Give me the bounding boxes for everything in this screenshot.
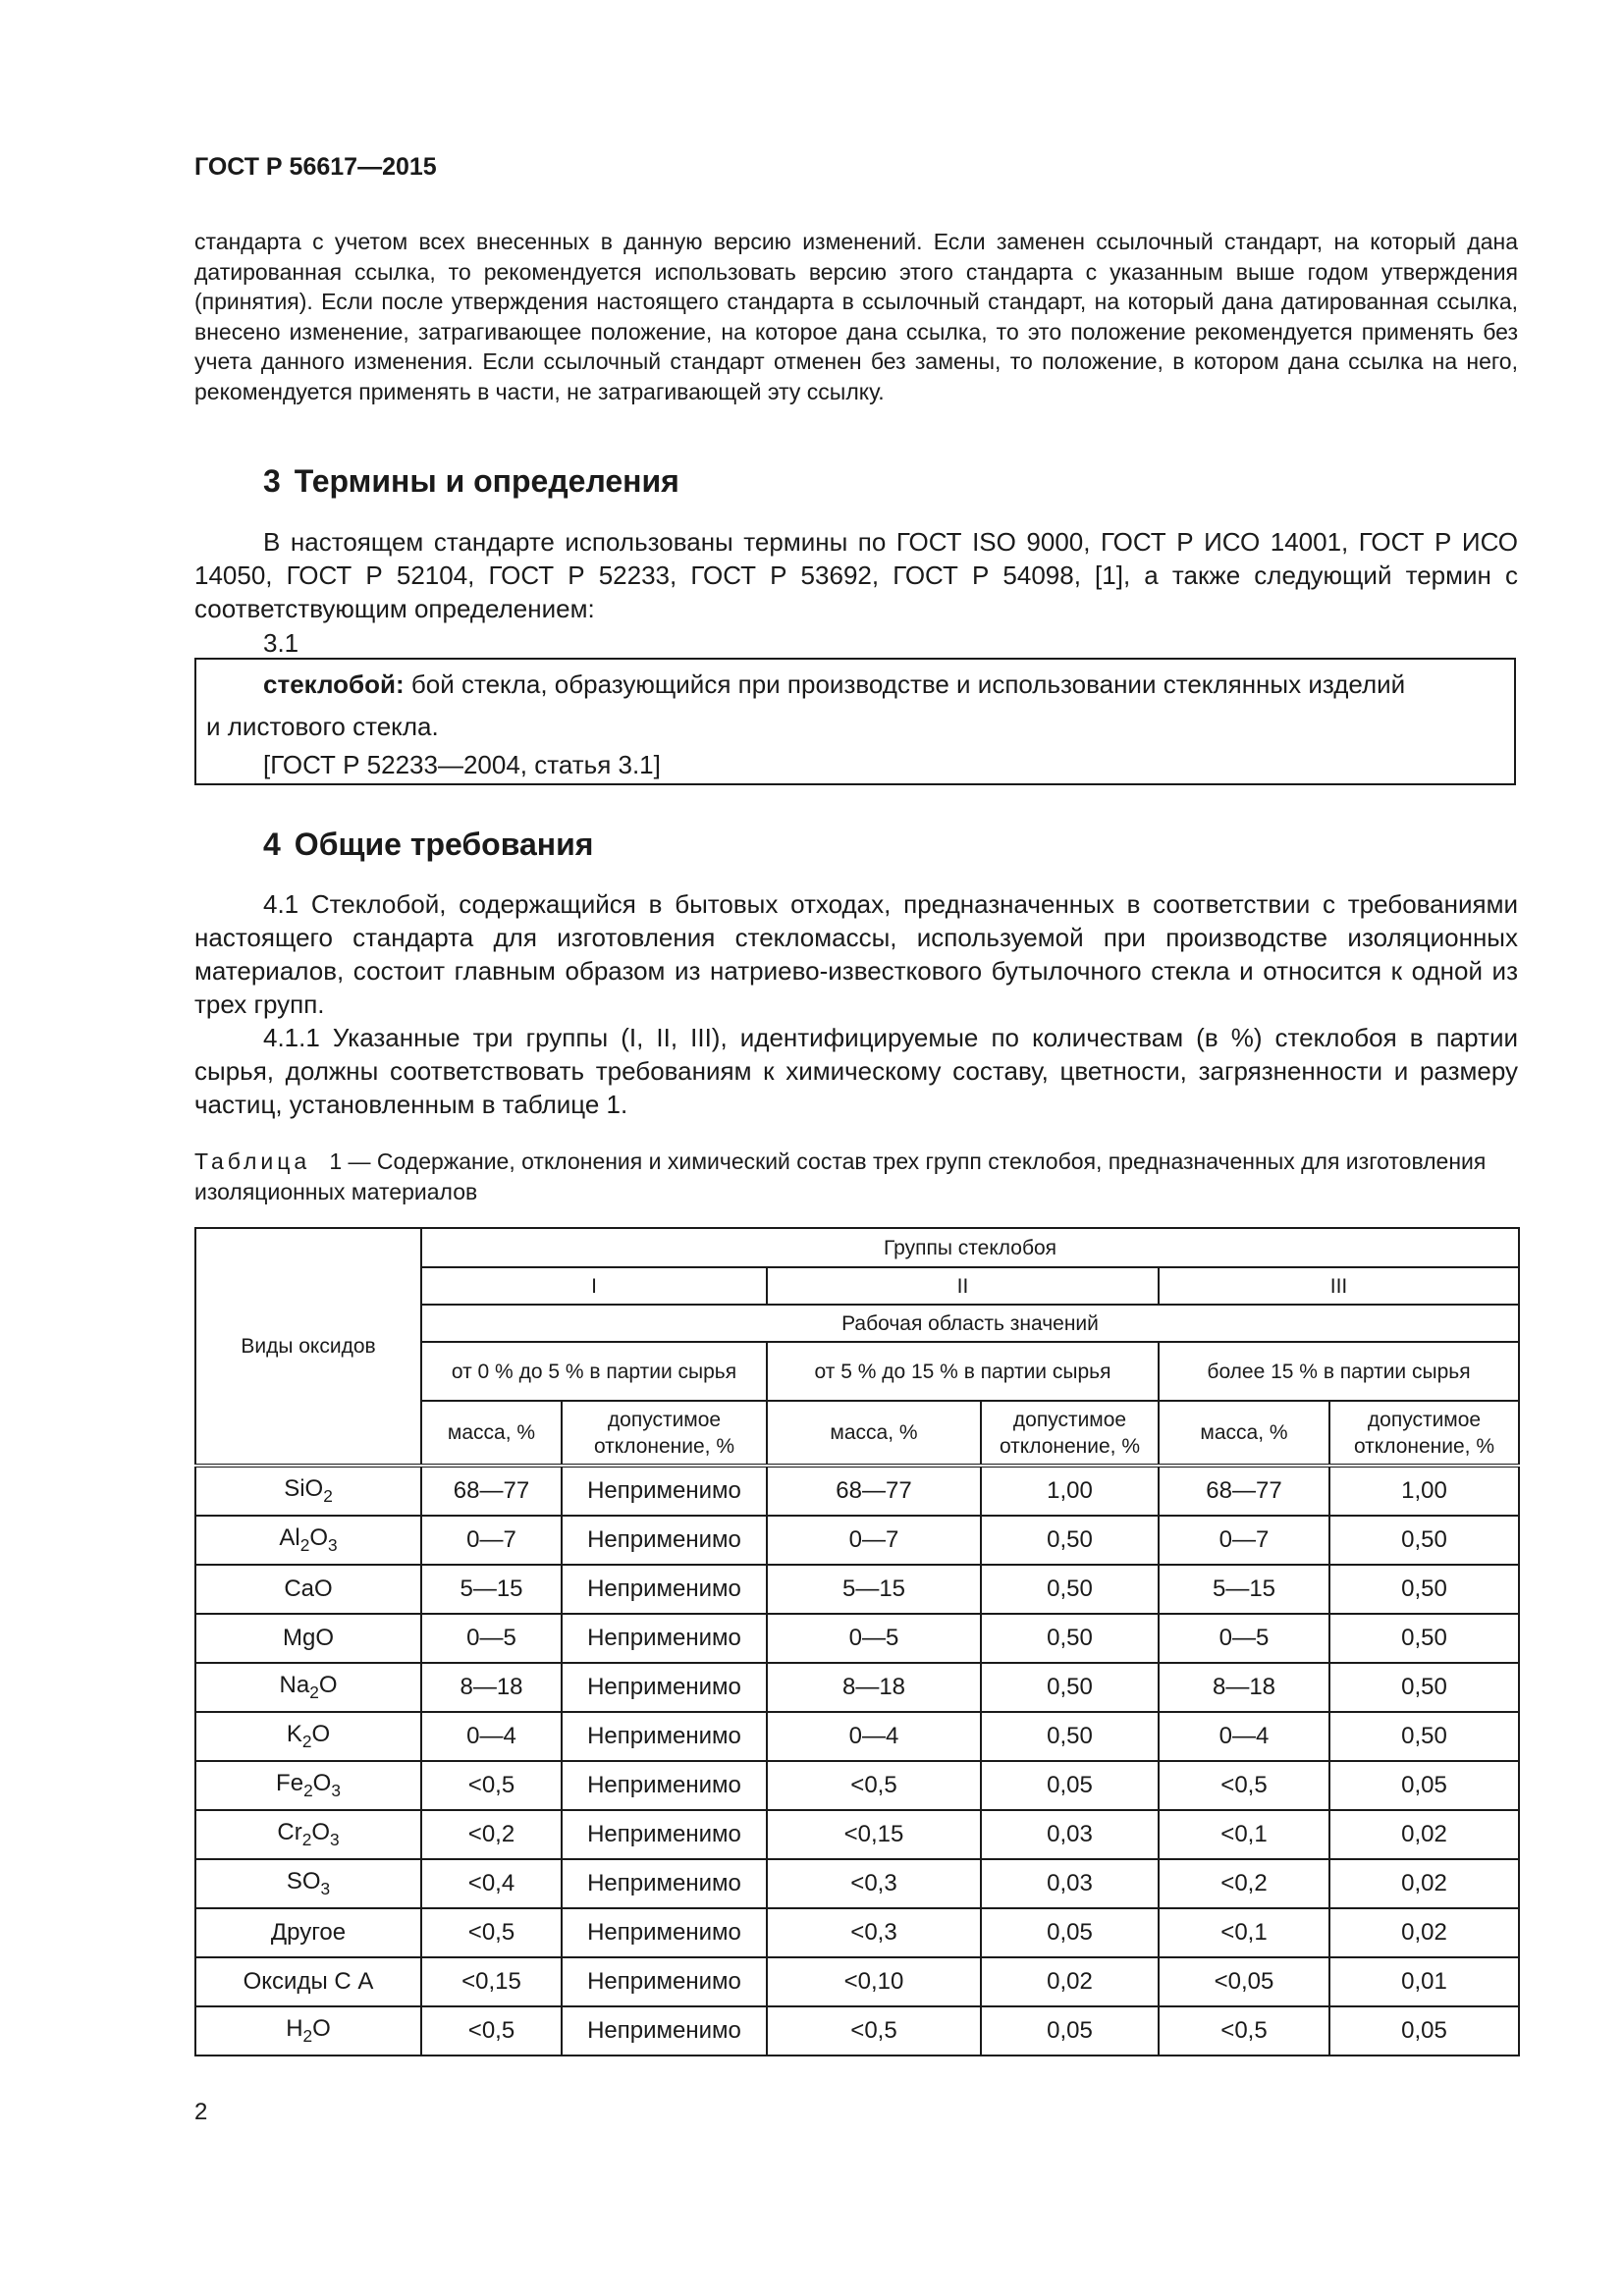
value-cell: 0,05 xyxy=(981,1908,1159,1957)
oxide-symbol: Fe xyxy=(276,1770,304,1797)
table-caption-label: Таблица xyxy=(194,1148,311,1174)
value-cell: <0,5 xyxy=(421,1761,562,1810)
value-cell: Неприменимо xyxy=(562,1810,767,1859)
value-cell: 68—77 xyxy=(1159,1466,1329,1516)
oxide-symbol: Оксиды С А xyxy=(243,1968,374,1995)
oxide-cell xyxy=(195,1810,421,1859)
value-cell: <0,5 xyxy=(421,2006,562,2056)
oxide-symbol: O xyxy=(312,1770,332,1797)
definition-line-1 xyxy=(263,669,1504,700)
document-header: ГОСТ Р 56617—2015 xyxy=(194,153,437,181)
header-deviation: допустимое отклонение, % xyxy=(562,1401,767,1466)
value-cell: 8—18 xyxy=(767,1663,981,1712)
value-cell: <0,3 xyxy=(767,1859,981,1908)
value-cell: 5—15 xyxy=(767,1565,981,1614)
value-cell: Неприменимо xyxy=(562,1466,767,1516)
oxide-symbol: Al xyxy=(279,1524,300,1552)
oxide-symbol: SO xyxy=(286,1868,321,1896)
value-cell: 0,05 xyxy=(981,2006,1159,2056)
oxide-subscript: 2 xyxy=(303,1780,313,1800)
section-4-title: Общие требования xyxy=(294,827,594,862)
value-cell: 0,50 xyxy=(981,1565,1159,1614)
oxide-cell xyxy=(195,2006,421,2056)
value-cell: Неприменимо xyxy=(562,1957,767,2006)
oxide-subscript: 2 xyxy=(323,1485,333,1506)
oxide-symbol: O xyxy=(309,1524,328,1552)
page-number: 2 xyxy=(194,2099,208,2125)
header-group-2: II xyxy=(767,1267,1159,1305)
table-row xyxy=(195,1712,1519,1761)
oxide-cell xyxy=(195,1565,421,1614)
header-range-1: от 0 % до 5 % в партии сырья xyxy=(421,1342,767,1401)
oxide-cell xyxy=(195,1908,421,1957)
value-cell: 0—4 xyxy=(1159,1712,1329,1761)
value-cell: <0,2 xyxy=(1159,1859,1329,1908)
oxide-subscript: 3 xyxy=(331,1780,341,1800)
value-cell: 0—7 xyxy=(421,1516,562,1565)
value-cell: Неприменимо xyxy=(562,1859,767,1908)
value-cell: 0,01 xyxy=(1329,1957,1519,2006)
value-cell: <0,1 xyxy=(1159,1908,1329,1957)
value-cell: 0—4 xyxy=(767,1712,981,1761)
section-3-heading xyxy=(263,463,679,500)
oxide-subscript: 2 xyxy=(302,2025,313,2046)
header-deviation: допустимое отклонение, % xyxy=(981,1401,1159,1466)
header-groups: Группы стеклобоя xyxy=(421,1228,1519,1267)
value-cell: 0,05 xyxy=(1329,2006,1519,2056)
oxide-subscript: 2 xyxy=(301,1829,312,1849)
value-cell: <0,5 xyxy=(1159,2006,1329,2056)
value-cell: <0,2 xyxy=(421,1810,562,1859)
oxide-symbol: O xyxy=(311,1819,330,1846)
table-caption-text: 1 — Содержание, отклонения и химический состав трех групп стеклобоя, предназначенных для изготовления изоляционных материалов xyxy=(194,1148,1487,1204)
value-cell: <0,15 xyxy=(421,1957,562,2006)
value-cell: <0,4 xyxy=(421,1859,562,1908)
value-cell: 1,00 xyxy=(981,1466,1159,1516)
section-3-number: 3 xyxy=(263,463,281,499)
value-cell: 1,00 xyxy=(1329,1466,1519,1516)
oxide-subscript: 2 xyxy=(299,1534,310,1555)
value-cell: 0,05 xyxy=(981,1761,1159,1810)
value-cell: <0,3 xyxy=(767,1908,981,1957)
oxide-symbol: SiO xyxy=(284,1475,324,1503)
header-range-3: более 15 % в партии сырья xyxy=(1159,1342,1519,1401)
oxide-subscript: 2 xyxy=(309,1682,319,1702)
paragraph-4-1-1: 4.1.1 Указанные три группы (I, II, III), идентифицируемые по количествам (в %) стеклобоя в партии сырья, должны соответствовать требованиям к химическому составу, цветности, загрязненности и размеру частиц, установленным в таблице 1. xyxy=(194,1023,1518,1119)
oxide-cell xyxy=(195,1859,421,1908)
section-4-number: 4 xyxy=(263,827,281,862)
definition-part-1: бой стекла, образующийся при производстве и использовании стеклянных изделий xyxy=(410,669,1406,699)
value-cell: 0,50 xyxy=(1329,1516,1519,1565)
value-cell: 0,03 xyxy=(981,1810,1159,1859)
value-cell: 68—77 xyxy=(421,1466,562,1516)
value-cell: <0,1 xyxy=(1159,1810,1329,1859)
value-cell: 0,05 xyxy=(1329,1761,1519,1810)
term: стеклобой: xyxy=(263,669,405,699)
value-cell: <0,5 xyxy=(767,2006,981,2056)
header-deviation: допустимое отклонение, % xyxy=(1329,1401,1519,1466)
oxide-symbol: Cr xyxy=(277,1819,302,1846)
header-group-3: III xyxy=(1159,1267,1519,1305)
header-oxide-type: Виды оксидов xyxy=(195,1228,421,1466)
value-cell: <0,10 xyxy=(767,1957,981,2006)
oxide-symbol: O xyxy=(318,1672,338,1699)
oxide-cell xyxy=(195,1957,421,2006)
table-row xyxy=(195,1859,1519,1908)
section-4-heading xyxy=(263,827,593,863)
value-cell: 0—7 xyxy=(1159,1516,1329,1565)
section-3-paragraph: В настоящем стандарте использованы термины по ГОСТ ISO 9000, ГОСТ Р ИСО 14001, ГОСТ Р ИСО 14050, ГОСТ Р 52104, ГОСТ Р 52233, ГОСТ Р 53692, ГОСТ Р 54098, [1], а также следующий термин с соответствующим определением: xyxy=(194,527,1518,623)
oxide-subscript: 3 xyxy=(320,1878,331,1898)
oxide-cell xyxy=(195,1663,421,1712)
header-range-2: от 5 % до 15 % в партии сырья xyxy=(767,1342,1159,1401)
value-cell: Неприменимо xyxy=(562,1908,767,1957)
value-cell: <0,5 xyxy=(421,1908,562,1957)
value-cell: 0,50 xyxy=(1329,1565,1519,1614)
table-row xyxy=(195,1908,1519,1957)
oxide-symbol: H xyxy=(286,2015,303,2043)
table-row xyxy=(195,1466,1519,1516)
value-cell: 0—5 xyxy=(421,1614,562,1663)
value-cell: <0,05 xyxy=(1159,1957,1329,2006)
value-cell: 0,50 xyxy=(1329,1712,1519,1761)
value-cell: Неприменимо xyxy=(562,1516,767,1565)
value-cell: 0,02 xyxy=(1329,1859,1519,1908)
value-cell: 0,50 xyxy=(1329,1614,1519,1663)
value-cell: Неприменимо xyxy=(562,1614,767,1663)
table-row xyxy=(195,1516,1519,1565)
header-group-1: I xyxy=(421,1267,767,1305)
definition-box xyxy=(194,658,1516,785)
oxide-symbol: K xyxy=(286,1721,302,1748)
section-3-title: Термины и определения xyxy=(294,463,679,499)
value-cell: 8—18 xyxy=(421,1663,562,1712)
oxide-symbol: O xyxy=(311,1721,331,1748)
value-cell: 0—7 xyxy=(767,1516,981,1565)
header-mass: масса, % xyxy=(1159,1401,1329,1466)
definition-part-2: и листового стекла. xyxy=(206,712,439,741)
oxide-subscript: 3 xyxy=(330,1829,340,1849)
header-working-range: Рабочая область значений xyxy=(421,1305,1519,1342)
table-row xyxy=(195,1810,1519,1859)
value-cell: <0,5 xyxy=(1159,1761,1329,1810)
value-cell: 0,50 xyxy=(981,1712,1159,1761)
oxide-cell xyxy=(195,1516,421,1565)
oxide-symbol: O xyxy=(312,2015,331,2043)
value-cell: Неприменимо xyxy=(562,1761,767,1810)
table-row xyxy=(195,1957,1519,2006)
value-cell: Неприменимо xyxy=(562,1565,767,1614)
oxide-subscript: 3 xyxy=(328,1534,338,1555)
clause-3-1-number: 3.1 xyxy=(263,628,299,658)
value-cell: 0,50 xyxy=(981,1614,1159,1663)
intro-paragraph: стандарта с учетом всех внесенных в данную версию изменений. Если заменен ссылочный стандарт, на который дана датированная ссылка, то рекомендуется использовать версию этого стандарта с указанным выше годом утверждения (принятия). Если после утверждения настоящего стандарта в ссылочный стандарт, на который дана датированная ссылка, внесено изменение, затрагивающее положение, на которое дана ссылка, то это положение рекомендуется применять без учета данного изменения. Если ссылочный стандарт отменен без замены, то положение, в котором дана ссылка на него, рекомендуется применять в части, не затрагивающей эту ссылку. xyxy=(194,229,1518,404)
value-cell: 5—15 xyxy=(421,1565,562,1614)
definition-source: [ГОСТ Р 52233—2004, статья 3.1] xyxy=(263,750,661,779)
oxide-composition-table xyxy=(194,1227,1520,2056)
oxide-symbol: Другое xyxy=(270,1919,347,1946)
table-row xyxy=(195,1565,1519,1614)
oxide-symbol: Na xyxy=(279,1672,310,1699)
value-cell: 0,50 xyxy=(981,1663,1159,1712)
header-mass: масса, % xyxy=(767,1401,981,1466)
oxide-cell xyxy=(195,1712,421,1761)
table-row xyxy=(195,1614,1519,1663)
value-cell: <0,5 xyxy=(767,1761,981,1810)
oxide-subscript: 2 xyxy=(301,1731,312,1751)
table-row xyxy=(195,2006,1519,2056)
value-cell: 8—18 xyxy=(1159,1663,1329,1712)
oxide-cell xyxy=(195,1466,421,1516)
value-cell: <0,15 xyxy=(767,1810,981,1859)
value-cell: 0,02 xyxy=(981,1957,1159,2006)
value-cell: 0,02 xyxy=(1329,1810,1519,1859)
oxide-cell xyxy=(195,1614,421,1663)
value-cell: Неприменимо xyxy=(562,2006,767,2056)
value-cell: 0,02 xyxy=(1329,1908,1519,1957)
paragraph-4-1: 4.1 Стеклобой, содержащийся в бытовых отходах, предназначенных в соответствии с требованиями настоящего стандарта для изготовления стекломассы, используемой при производстве изоляционных материалов, состоит главным образом из натриево-известкового бутылочного стекла и относится к одной из трех групп. xyxy=(194,889,1518,1019)
table-caption xyxy=(194,1147,1518,1207)
value-cell: 68—77 xyxy=(767,1466,981,1516)
value-cell: 0—4 xyxy=(421,1712,562,1761)
value-cell: 0—5 xyxy=(1159,1614,1329,1663)
value-cell: 0,03 xyxy=(981,1859,1159,1908)
table-body xyxy=(195,1466,1519,2056)
value-cell: Неприменимо xyxy=(562,1712,767,1761)
value-cell: Неприменимо xyxy=(562,1663,767,1712)
oxide-symbol: MgO xyxy=(282,1625,334,1651)
value-cell: 5—15 xyxy=(1159,1565,1329,1614)
value-cell: 0,50 xyxy=(981,1516,1159,1565)
table-row xyxy=(195,1663,1519,1712)
value-cell: 0—5 xyxy=(767,1614,981,1663)
header-mass: масса, % xyxy=(421,1401,562,1466)
table-row xyxy=(195,1761,1519,1810)
oxide-symbol: CaO xyxy=(284,1575,333,1602)
oxide-cell xyxy=(195,1761,421,1810)
value-cell: 0,50 xyxy=(1329,1663,1519,1712)
